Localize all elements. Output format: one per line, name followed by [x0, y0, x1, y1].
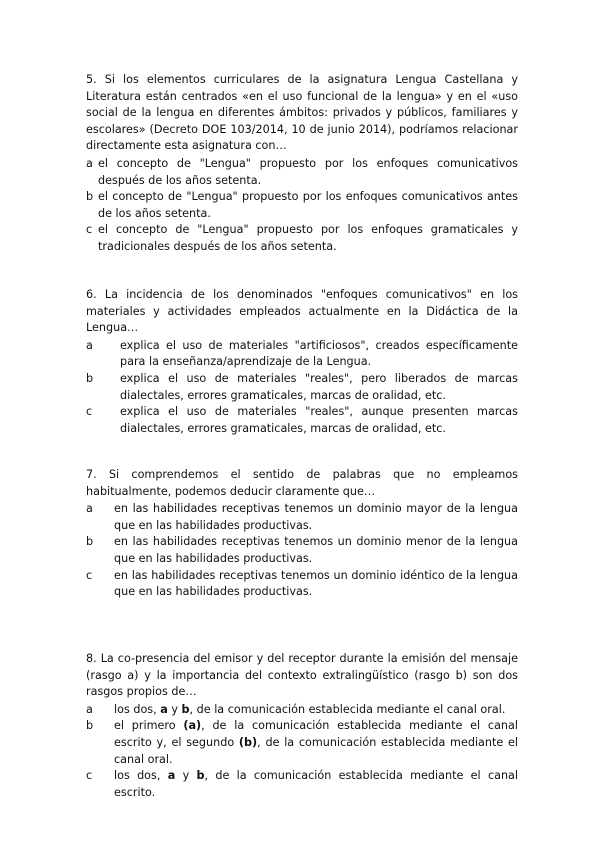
question-stem — [86, 287, 518, 337]
option-letter: b — [86, 371, 94, 385]
option-letter: c — [86, 769, 93, 783]
question-5 — [86, 72, 518, 256]
bold-term: b — [196, 769, 205, 783]
bold-term: (b) — [238, 735, 258, 749]
question-6 — [86, 287, 518, 437]
option-b — [86, 189, 518, 222]
option-letter: b — [86, 719, 94, 733]
option-c — [86, 404, 518, 437]
option-letter: b — [86, 535, 94, 549]
option-letter: c — [86, 405, 93, 419]
question-number: 5. — [86, 73, 97, 86]
question-stem — [86, 467, 518, 500]
option-letter: c — [86, 223, 93, 237]
bold-term: (a) — [183, 719, 202, 733]
option-c — [86, 222, 518, 255]
option-letter: a — [86, 156, 93, 170]
option-b: b el primero (a), de la comunicación establecida mediante el canal escrito y, el segundo (b), de la comunicación establecida mediante el canal oral. — [86, 719, 519, 766]
option-letter: a — [86, 338, 93, 352]
option-a — [86, 156, 518, 189]
option-letter: a — [86, 702, 93, 716]
option-text: explica el uso de materiales "reales", aunque presenten marcas dialectales, errores gramaticales, marcas de oralidad, etc. — [120, 405, 518, 435]
option-b — [86, 534, 518, 567]
question-number: 7. — [86, 468, 97, 481]
bold-term: b — [181, 702, 190, 716]
option-letter: c — [86, 568, 93, 582]
option-text: en las habilidades receptivas tenemos un dominio mayor de la lengua que en las habilidades productivas. — [114, 502, 518, 532]
option-c — [86, 568, 518, 601]
option-a — [86, 501, 518, 534]
option-letter: a — [86, 502, 93, 516]
option-c: c los dos, a y b, de la comunicación establecida mediante el canal escrito. — [86, 769, 518, 799]
question-number: 8. — [86, 652, 97, 665]
question-text: Si los elementos curriculares de la asignatura Lengua Castellana y Literatura están centrados «en el uso funcional de la lengua» y en el «uso social de la lengua en diferentes ámbitos: privados y públicos, familiares y escolares» (Decreto DOE 103/2014, 10 de junio 2014), podríamos relacionar directamente esta asignatura con… — [86, 73, 518, 153]
option-a: a los dos, a y b, de la comunicación establecida mediante el canal oral. — [86, 702, 518, 719]
option-text: el concepto de "Lengua" propuesto por los enfoques comunicativos después de los años setenta. — [98, 156, 518, 187]
question-stem — [86, 651, 518, 701]
option-text: explica el uso de materiales "artificiosos", creados específicamente para la enseñanza/aprendizaje de la Lengua. — [120, 338, 518, 369]
option-text: el concepto de "Lengua" propuesto por los enfoques gramaticales y tradicionales después de los años setenta. — [98, 223, 518, 253]
question-text: Si comprendemos el sentido de palabras que no empleamos habitualmente, podemos deducir claramente que… — [86, 468, 518, 498]
bold-term: a — [167, 769, 176, 783]
question-text: La incidencia de los denominados "enfoques comunicativos" en los materiales y actividades empleados actualmente en la Didáctica de la Lengua… — [86, 288, 518, 335]
question-8 — [86, 651, 518, 801]
question-text: La co-presencia del emisor y del receptor durante la emisión del mensaje (rasgo a) y la importancia del contexto extralingüístico (rasgo b) son dos rasgos propios de… — [86, 652, 518, 699]
bold-term: a — [160, 702, 168, 716]
option-b — [86, 371, 518, 404]
question-number: 6. — [86, 288, 97, 301]
option-text: el concepto de "Lengua" propuesto por los enfoques comunicativos antes de los años setenta. — [98, 190, 518, 220]
option-text: en las habilidades receptivas tenemos un dominio idéntico de la lengua que en las habilidades productivas. — [114, 568, 518, 599]
question-stem — [86, 72, 518, 155]
option-text: en las habilidades receptivas tenemos un dominio menor de la lengua que en las habilidades productivas. — [114, 535, 518, 565]
option-letter: b — [86, 190, 94, 204]
option-text: explica el uso de materiales "reales", pero liberados de marcas dialectales, errores gramaticales, marcas de oralidad, etc. — [120, 371, 518, 402]
option-a — [86, 338, 518, 371]
question-7 — [86, 467, 518, 601]
